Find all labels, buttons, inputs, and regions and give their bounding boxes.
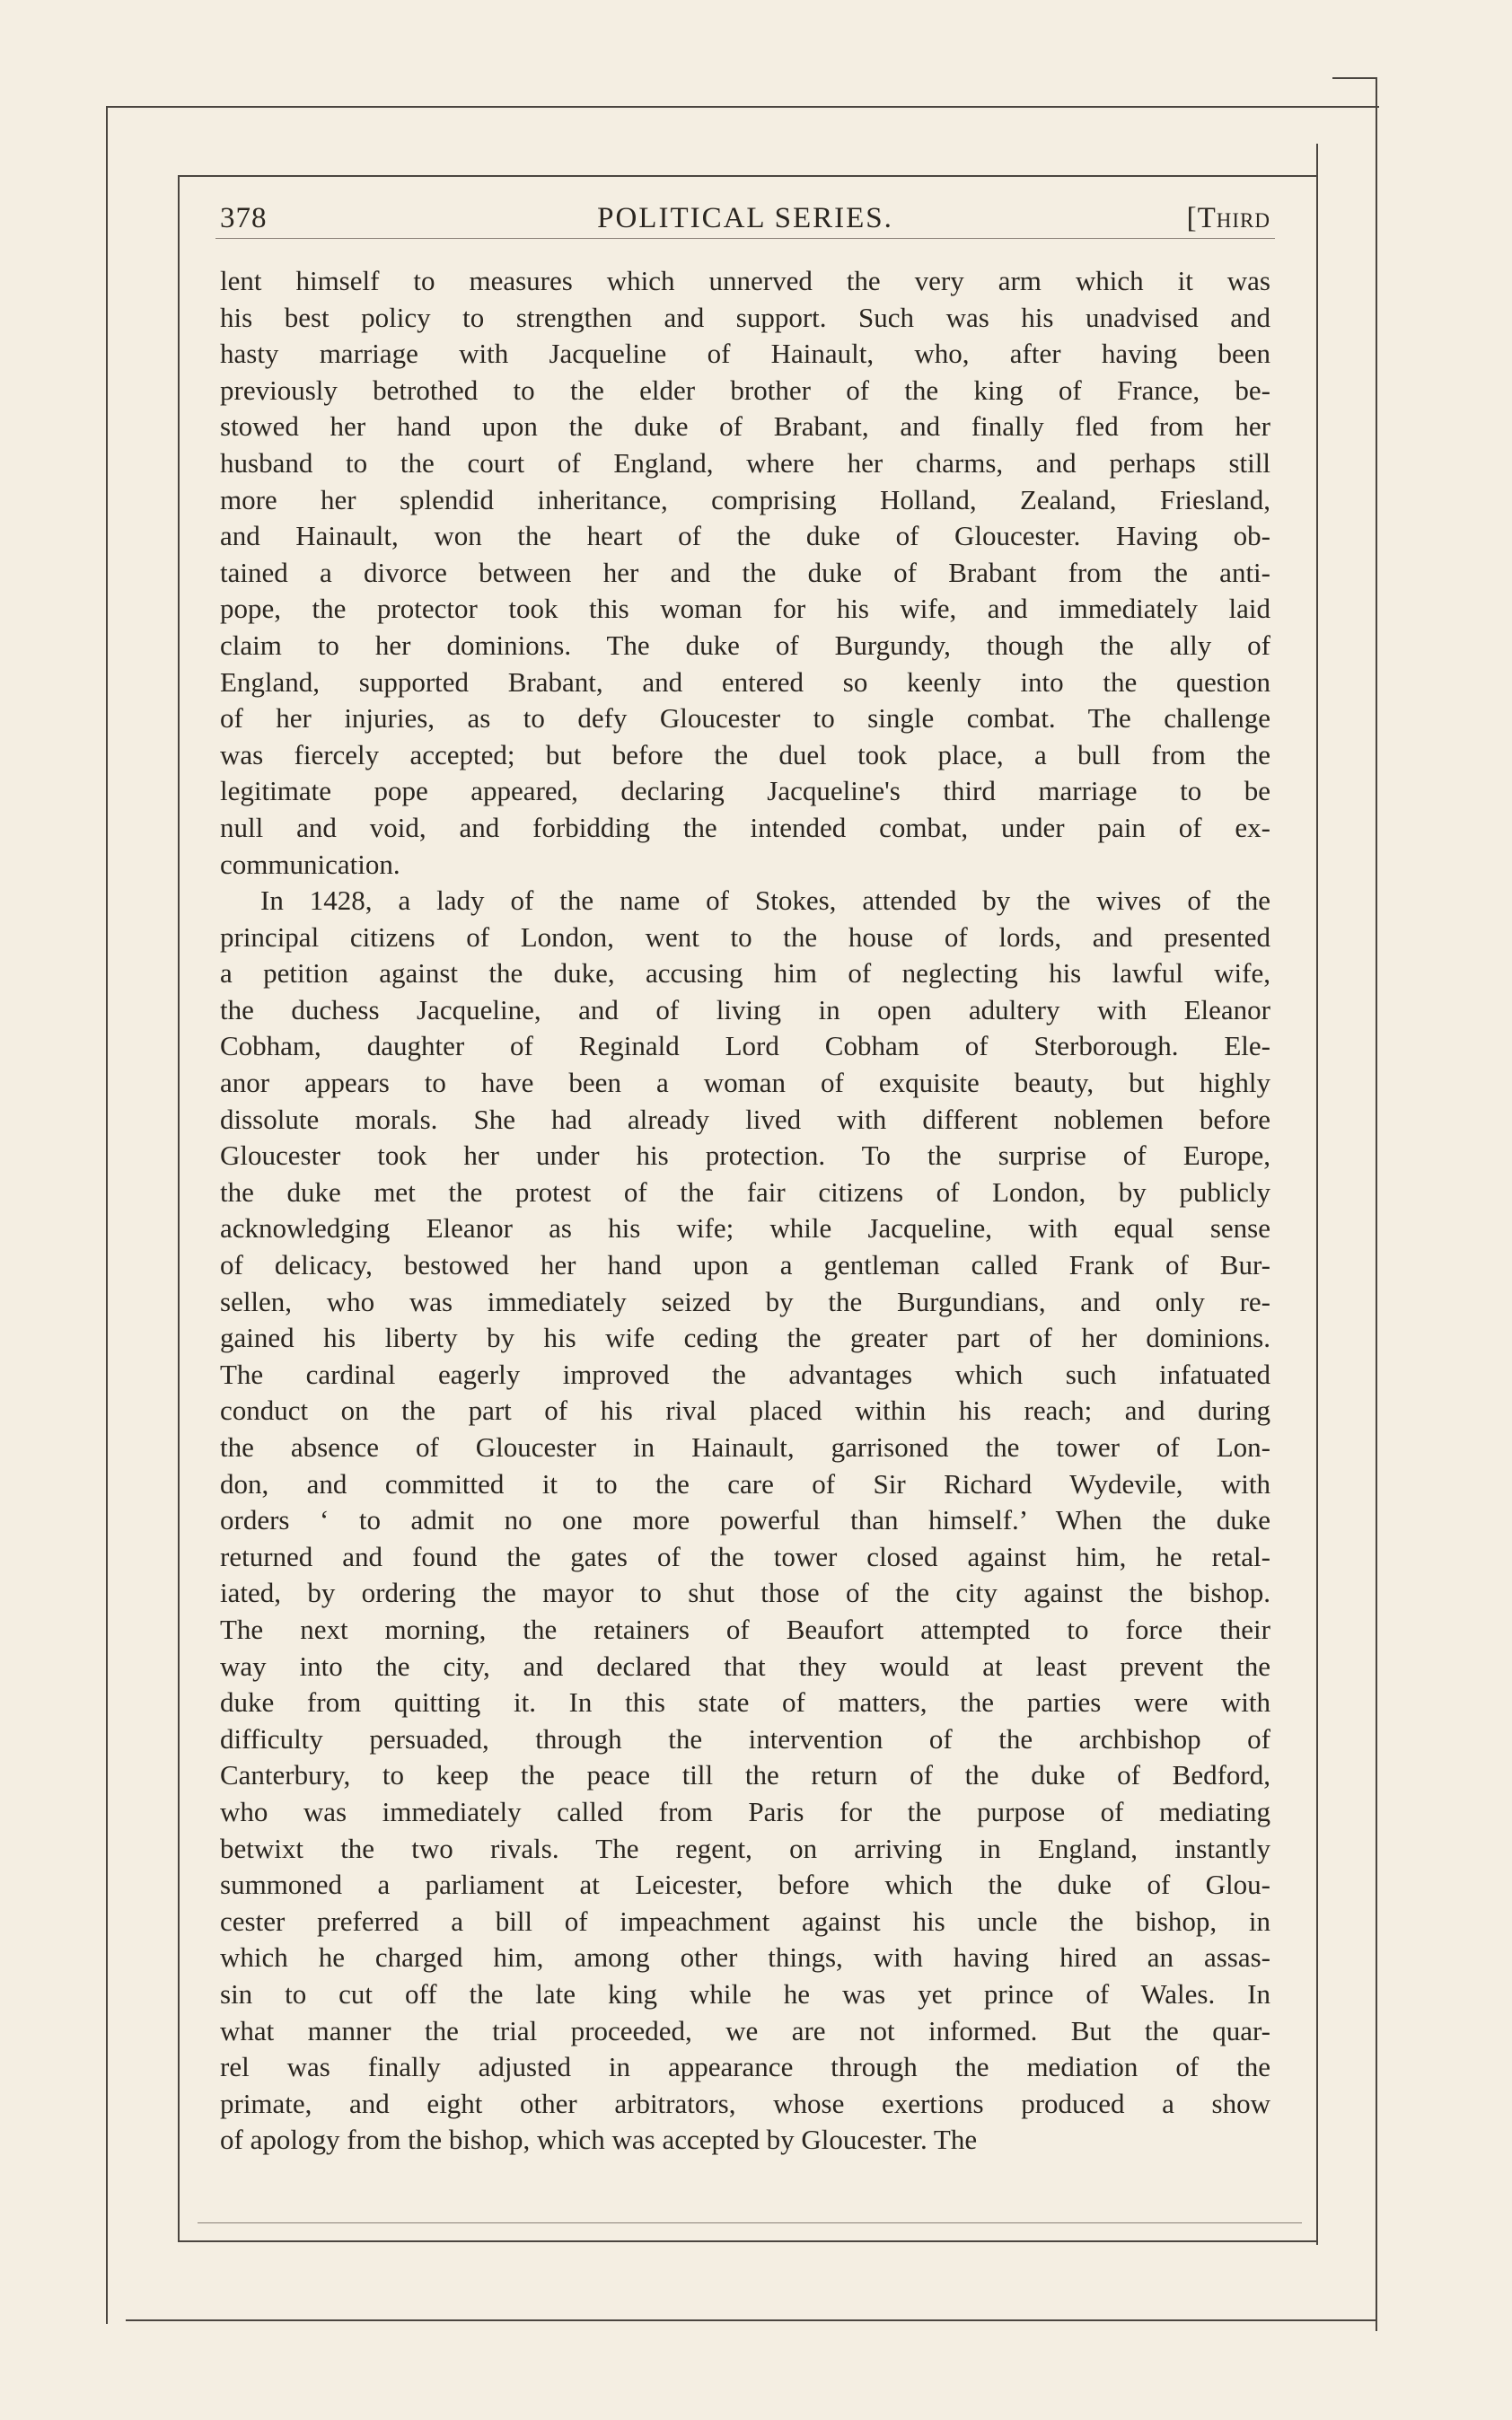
text-line: sin to cut off the late king while he was yet prince of Wales. In bbox=[220, 1977, 1270, 2010]
outer-frame-right bbox=[1376, 77, 1377, 2331]
outer-frame-left bbox=[106, 106, 108, 2324]
text-line: Canterbury, to keep the peace till the return of the duke of Bedford, bbox=[220, 1759, 1270, 1791]
text-line: was fiercely accepted; but before the duel took place, a bull from the bbox=[220, 738, 1270, 770]
text-line: hasty marriage with Jacqueline of Hainault, who, after having been bbox=[220, 338, 1270, 370]
outer-frame-bottom bbox=[126, 2319, 1377, 2321]
outer-frame-top bbox=[106, 106, 1379, 108]
text-line: lent himself to measures which unnerved the very arm which it was bbox=[220, 265, 1270, 296]
text-line: and Hainault, won the heart of the duke of Gloucester. Having ob- bbox=[220, 520, 1270, 552]
text-line: acknowledging Eleanor as his wife; while Jacqueline, with equal sense bbox=[220, 1212, 1270, 1245]
text-line: the absence of Gloucester in Hainault, garrisoned the tower of Lon- bbox=[220, 1431, 1270, 1463]
text-line: stowed her hand upon the duke of Brabant, and finally fled from her bbox=[220, 410, 1270, 443]
page-number: 378 bbox=[220, 202, 268, 234]
outer-frame-top-right bbox=[1332, 77, 1377, 79]
inner-frame-right bbox=[1316, 144, 1318, 2245]
text-line: his best policy to strengthen and support. Such was his unadvised and bbox=[220, 301, 1270, 333]
text-line: The next morning, the retainers of Beaufort attempted to force their bbox=[220, 1613, 1270, 1645]
text-line: way into the city, and declared that they would at least prevent the bbox=[220, 1650, 1270, 1682]
text-line: communication. bbox=[220, 848, 400, 880]
text-line: what manner the trial proceeded, we are not informed. But the quar- bbox=[220, 2014, 1270, 2046]
running-head: [Third bbox=[1186, 202, 1270, 234]
text-line: England, supported Brabant, and entered so keenly into the question bbox=[220, 665, 1270, 698]
text-line: Gloucester took her under his protection. To the surprise of Europe, bbox=[220, 1140, 1270, 1172]
text-line: legitimate pope appeared, declaring Jacqueline's third marriage to be bbox=[220, 775, 1270, 807]
text-line: rel was finally adjusted in appearance through the mediation of the bbox=[220, 2051, 1270, 2083]
text-line: iated, by ordering the mayor to shut those of the city against the bishop. bbox=[220, 1577, 1270, 1609]
text-line: husband to the court of England, where her charms, and perhaps still bbox=[220, 446, 1270, 479]
text-line: duke from quitting it. In this state of matters, the parties were with bbox=[220, 1686, 1270, 1719]
series-title: POLITICAL SERIES. bbox=[597, 202, 893, 234]
text-line: betwixt the two rivals. The regent, on arriving in England, instantly bbox=[220, 1832, 1270, 1864]
text-line: anor appears to have been a woman of exquisite beauty, but highly bbox=[220, 1067, 1270, 1099]
text-line: conduct on the part of his rival placed within his reach; and during bbox=[220, 1395, 1270, 1427]
body-text bbox=[220, 263, 1270, 2159]
text-line: Cobham, daughter of Reginald Lord Cobham of Sterborough. Ele- bbox=[220, 1030, 1270, 1062]
page-header bbox=[220, 202, 1270, 247]
text-line: In 1428, a lady of the name of Stokes, attended by the wives of the bbox=[260, 884, 1270, 917]
text-line: principal citizens of London, went to the house of lords, and presented bbox=[220, 920, 1270, 953]
text-line: of delicacy, bestowed her hand upon a gentleman called Frank of Bur- bbox=[220, 1249, 1270, 1281]
text-line: previously betrothed to the elder brother of the king of France, be- bbox=[220, 374, 1270, 406]
text-line: gained his liberty by his wife ceding the greater part of her dominions. bbox=[220, 1322, 1270, 1354]
text-line: which he charged him, among other things, with having hired an assas- bbox=[220, 1941, 1270, 1974]
inner-frame-bottom bbox=[178, 2240, 1318, 2242]
book-page bbox=[180, 175, 1315, 2240]
text-line: more her splendid inheritance, comprising Holland, Zealand, Friesland, bbox=[220, 483, 1270, 515]
text-line: primate, and eight other arbitrators, whose exertions produced a show bbox=[220, 2087, 1270, 2119]
text-line: a petition against the duke, accusing him of neglecting his lawful wife, bbox=[220, 957, 1270, 990]
text-line: dissolute morals. She had already lived with different noblemen before bbox=[220, 1103, 1270, 1135]
text-line: don, and committed it to the care of Sir Richard Wydevile, with bbox=[220, 1467, 1270, 1500]
text-line: claim to her dominions. The duke of Burgundy, though the ally of bbox=[220, 629, 1270, 661]
text-line: summoned a parliament at Leicester, before which the duke of Glou- bbox=[220, 1869, 1270, 1901]
text-line: tained a divorce between her and the duke of Brabant from the anti- bbox=[220, 556, 1270, 588]
text-line: pope, the protector took this woman for his wife, and immediately laid bbox=[220, 593, 1270, 625]
text-line: The cardinal eagerly improved the advantages which such infatuated bbox=[220, 1358, 1270, 1390]
text-line: returned and found the gates of the tower closed against him, he retal- bbox=[220, 1540, 1270, 1572]
text-line: difficulty persuaded, through the intervention of the archbishop of bbox=[220, 1722, 1270, 1755]
text-line: cester preferred a bill of impeachment against his uncle the bishop, in bbox=[220, 1905, 1270, 1937]
text-line: the duchess Jacqueline, and of living in open adultery with Eleanor bbox=[220, 993, 1270, 1025]
text-line: null and void, and forbidding the intended combat, under pain of ex- bbox=[220, 811, 1270, 843]
text-line: the duke met the protest of the fair citizens of London, by publicly bbox=[220, 1175, 1270, 1208]
text-line: sellen, who was immediately seized by the Burgundians, and only re- bbox=[220, 1285, 1270, 1317]
text-line: who was immediately called from Paris for the purpose of mediating bbox=[220, 1795, 1270, 1827]
text-line: orders ‘ to admit no one more powerful than himself.’ When the duke bbox=[220, 1504, 1270, 1536]
text-line: of her injuries, as to defy Gloucester to single combat. The challenge bbox=[220, 702, 1270, 735]
text-line: of apology from the bishop, which was accepted by Gloucester. The bbox=[220, 2124, 978, 2156]
